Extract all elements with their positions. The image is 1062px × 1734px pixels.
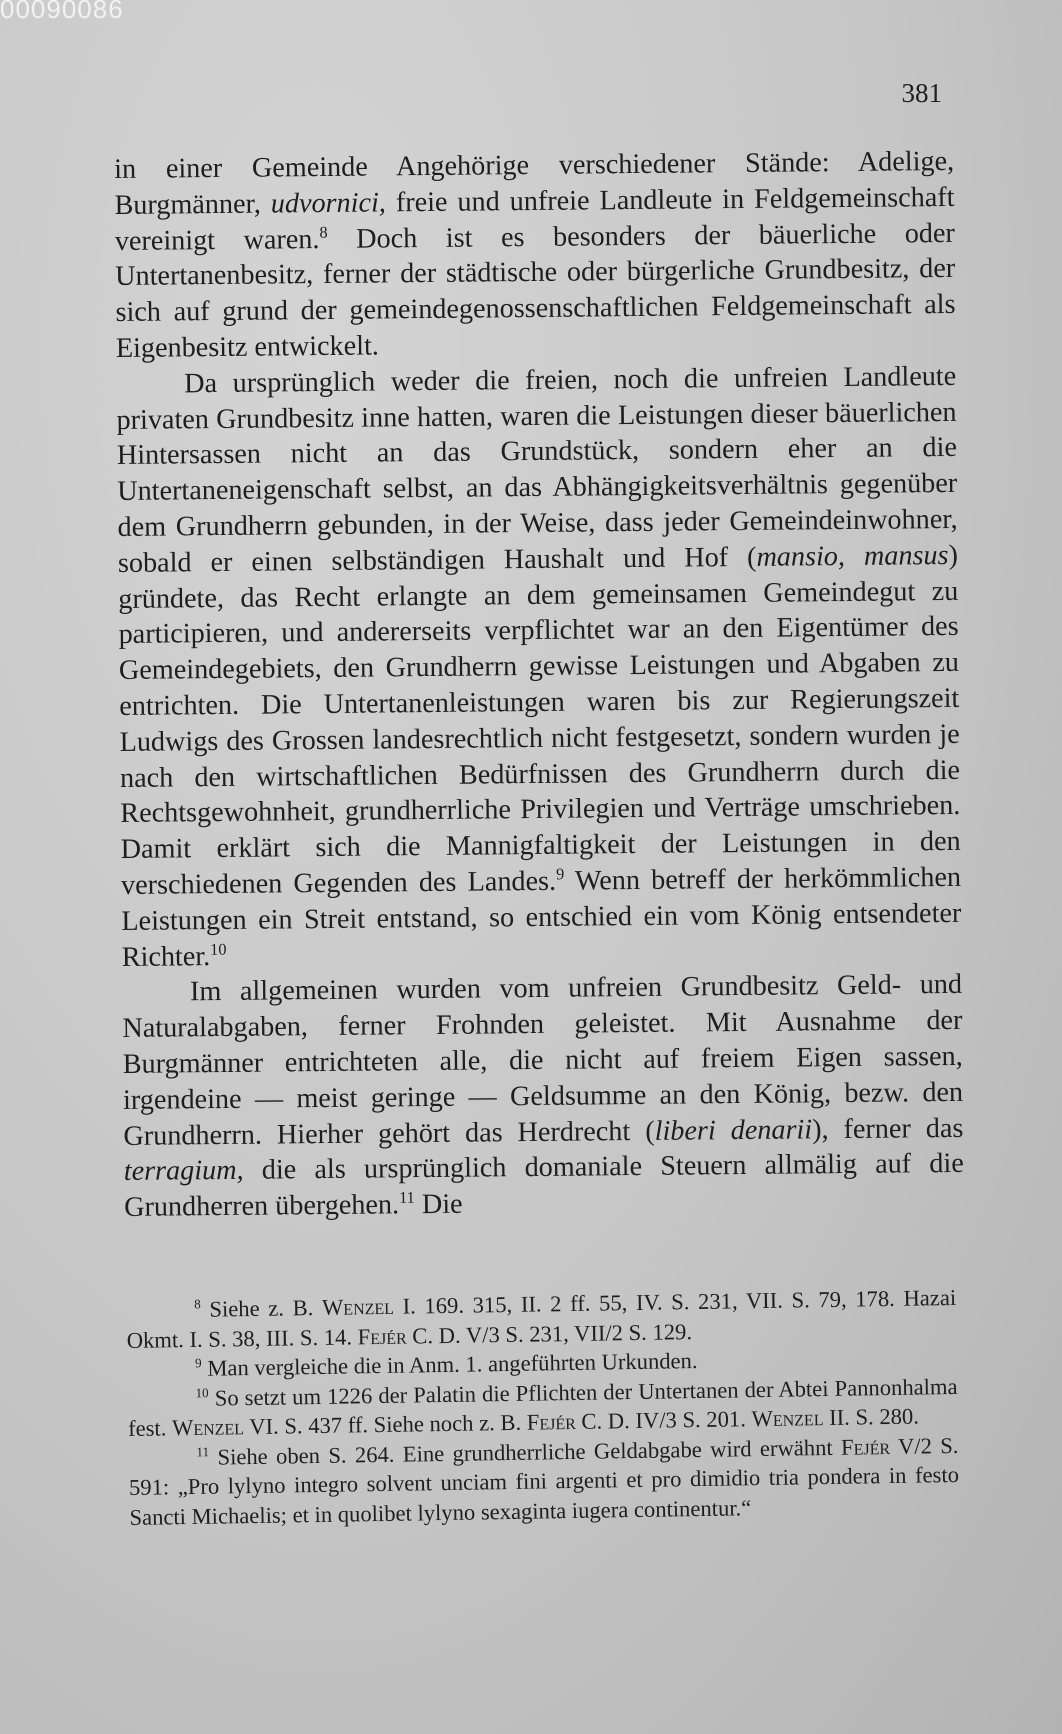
footnotes bbox=[126, 1283, 960, 1532]
footnote-ref: 11 bbox=[196, 1443, 210, 1459]
text-run: freie und unfreie Landleute in Feldgemeinschaft vereinigt waren. bbox=[114, 181, 955, 257]
footnote-ref: 8 bbox=[194, 1296, 201, 1312]
text-run: V/2 S. 591: „Pro lylyno integro solvent unciam fini argenti et pro dimidio tria pondera in festo Sancti Michaelis; et in quolibet lylyno sexaginta iugera continentur.“ bbox=[128, 1432, 960, 1530]
text-run: Man vergleiche die in Anm. 1. angeführten Urkunden. bbox=[201, 1348, 698, 1381]
text-run: in einer Gemeinde Angehörige verschiedener Stände: Adelige, Burgmänner, bbox=[114, 145, 955, 221]
footnote-ref: 11 bbox=[398, 1187, 415, 1208]
author-name: Fejér bbox=[526, 1408, 576, 1435]
text-run: VI. S. 437 ff. Siehe noch z. B. bbox=[243, 1409, 527, 1440]
italic-text: mansio, mansus bbox=[756, 539, 949, 573]
footnote-ref: 9 bbox=[555, 864, 565, 884]
author-name: Wenzel bbox=[171, 1414, 245, 1441]
footnote-ref: 10 bbox=[195, 1384, 209, 1400]
paragraph bbox=[122, 967, 964, 1226]
author-name: Fejér bbox=[357, 1323, 407, 1349]
text-run: ), ferner das bbox=[811, 1112, 964, 1145]
footnote bbox=[128, 1430, 959, 1532]
footnote-ref: 10 bbox=[210, 939, 227, 959]
text-run: ) gründete, das Recht erlangte an dem gemeinsamen Gemeindegut zu participieren, und andererseits verpflichtet war an den Eigentümer des Gemeindegebiets, den Grundherrn gewisse Leistungen und Abgaben zu entrichten. Die Untertanenleistungen waren bis zur Regierungszeit Ludwigs des Grossen landesrechtlich nicht festgesetzt, sondern wurden je nach den wirtschaftlichen Bedürfnissen des Grundherrn durch die Rechtsgewohnheit, grundherrliche Privilegien und Verträge umschrieben. Damit erklärt sich die Mannigfaltigkeit der Leistungen in den verschiedenen Gegenden des Landes. bbox=[118, 539, 961, 901]
text-run: Siehe oben S. 264. Eine grundherrliche Geldabgabe wird erwähnt bbox=[208, 1434, 842, 1470]
author-name: Wenzel bbox=[751, 1405, 824, 1432]
paragraph bbox=[116, 359, 962, 976]
italic-text: udvornici, bbox=[270, 187, 387, 220]
author-name: Wenzel bbox=[321, 1293, 395, 1320]
text-run: Die bbox=[414, 1188, 463, 1221]
author-name: Fejér bbox=[840, 1433, 891, 1460]
text-run: II. S. 280. bbox=[823, 1403, 920, 1431]
text-run: Im allgemeinen wurden vom unfreien Grundbesitz Geld- und Naturalabgaben, ferner Frohnden geleistet. Mit Ausnahme der Burgmänner entrichteten alle, die nicht auf freiem Eigen sassen, irgendeine — meist geringe — Geldsumme an den König, bezw. den Grundherrn. Hierher gehört das Herdrecht ( bbox=[122, 969, 964, 1152]
text-run: I. 169. 315, II. 2 ff. 55, IV. S. 231, VII. S. 79, 178. Hazai Okmt. I. S. 38, III. S. 14. bbox=[126, 1284, 957, 1353]
footnote-ref: 9 bbox=[194, 1355, 202, 1371]
text-run: Wenn betreff der herkömmlichen Leistungen ein Streit entstand, so entschied ein vom König entsendeter Richter. bbox=[121, 861, 962, 973]
text-run: C. D. V/3 S. 231, VII/2 S. 129. bbox=[406, 1318, 693, 1349]
text-run: C. D. IV/3 S. 201. bbox=[575, 1406, 752, 1434]
paragraph bbox=[114, 144, 956, 367]
text-run: So setzt um 1226 der Palatin die Pflichten der Untertanen der Abtei Pannonhalma fest. bbox=[127, 1373, 958, 1441]
text-run: die als ursprünglich domaniale Steuern allmälig auf die Grundherren übergehen. bbox=[123, 1148, 964, 1224]
text-run: Da ursprünglich weder die freien, noch die unfreien Landleute privaten Grundbesitz inne hatten, waren die Leistungen dieser bäuerlichen Hintersassen nicht an das Grundstück, sondern eher an die Untertaneneigenschaft selbst, an das Abhängigkeitsverhältnis gegenüber dem Grundherrn gebunden, in der Weise, dass jeder Gemeindeinwohner, sobald er einen selbständigen Haushalt und Hof ( bbox=[116, 360, 958, 579]
scan-id-label: 00090086 bbox=[0, 0, 124, 24]
text-run: Doch ist es besonders der bäuerliche oder Untertanenbesitz, ferner der städtische oder bürgerliche Grundbesitz, der sich auf grund der gemeindegenossenschaftlichen Feldgemeinschaft als Eigenbesitz entwickelt. bbox=[115, 217, 956, 364]
italic-text: terragium, bbox=[123, 1155, 244, 1188]
body-text bbox=[114, 144, 964, 1226]
italic-text: liberi denarii bbox=[654, 1113, 813, 1147]
text-run: Siehe z. B. bbox=[200, 1294, 323, 1322]
page-number: 381 bbox=[901, 78, 942, 108]
footnote-ref: 8 bbox=[319, 222, 328, 242]
